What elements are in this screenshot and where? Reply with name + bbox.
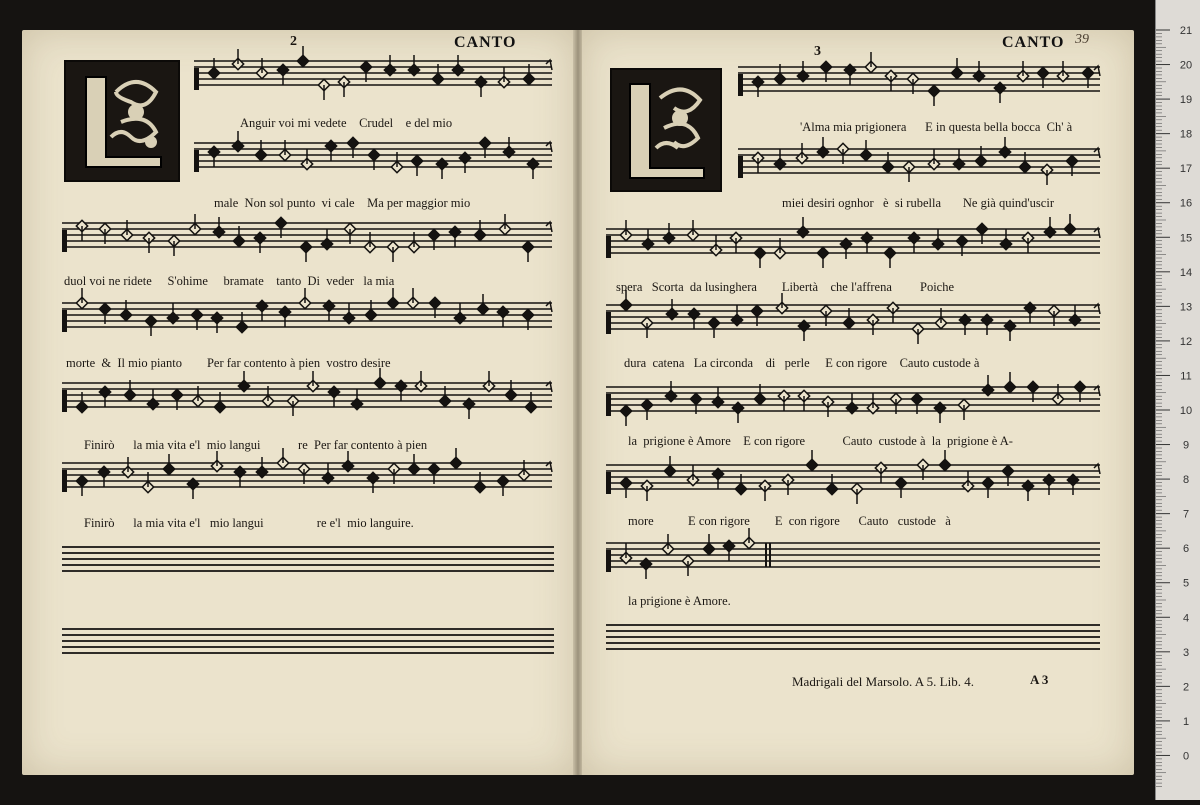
ruler-tick-label: 7 (1182, 508, 1190, 521)
staff-line-3 (606, 226, 1100, 256)
ruler-tick-label: 5 (1182, 577, 1190, 590)
ruler-tick-label: 12 (1179, 335, 1193, 348)
staff-line-3 (62, 220, 552, 250)
ruler-tick-label: 15 (1179, 232, 1193, 245)
lyric-line: la prigione è Amore E con rigore Cauto custode à la prigione è A- (628, 434, 1013, 448)
ruler-tick-label: 14 (1179, 266, 1193, 279)
staff-line-7 (606, 540, 1100, 570)
ruler-tick-label: 20 (1179, 59, 1193, 72)
lyric-line: Finirò la mia vita e'l mio langui re e'l mio languire. (84, 516, 414, 530)
staff-line-6 (62, 460, 552, 490)
staff-line-2 (738, 146, 1100, 176)
ruler-tick-label: 10 (1179, 405, 1193, 417)
lyric-line: la prigione è Amore. (628, 594, 731, 608)
staff-line-4 (62, 300, 552, 330)
staff-line-2 (194, 140, 552, 170)
ruler-tick-label: 21 (1179, 25, 1193, 37)
staff-line-5 (606, 384, 1100, 414)
decorated-initial (610, 68, 722, 192)
lyric-line: male Non sol punto vi cale Ma per maggior mio (214, 196, 471, 210)
ruler-tick-label: 1 (1182, 715, 1190, 728)
part-name: CANTO (1002, 34, 1065, 51)
signature-mark: A 3 (1030, 672, 1049, 687)
decorated-initial (64, 60, 180, 182)
ruler-tick-label: 2 (1182, 681, 1190, 694)
page-number: 3 (814, 44, 821, 59)
left-page (22, 30, 575, 775)
colophon: Madrigali del Marsolo. A 5. Lib. 4. (792, 674, 974, 689)
lyric-line: more E con rigore E con rigore Cauto custode à (628, 514, 951, 528)
empty-staff (62, 626, 554, 656)
ruler-tick-label: 6 (1182, 543, 1190, 556)
right-page (582, 30, 1134, 775)
lyric-line: miei desiri ognhor è si rubella Ne già quind'uscir (782, 196, 1054, 210)
lyric-line: duol voi ne ridete S'ohime bramate tanto Di veder la mia (64, 274, 395, 288)
lyric-line: dura catena La circonda di perle E con rigore Cauto custode à (624, 356, 980, 370)
ruler-tick-label: 0 (1182, 750, 1190, 763)
staff-line-1 (194, 58, 552, 88)
lyric-line: 'Alma mia prigionera E in questa bella bocca Ch' à (800, 120, 1073, 134)
ruler-tick-label: 9 (1182, 439, 1190, 452)
lyric-line: Anguir voi mi vedete Crudel e del mio (240, 116, 453, 130)
lyric-line: spera Scorta da lusinghera Libertà che l'affrena Poiche (616, 280, 955, 294)
ruler-tick-label: 3 (1182, 646, 1190, 659)
staff-line-4 (606, 302, 1100, 332)
empty-staff (62, 544, 554, 574)
staff-line-6 (606, 462, 1100, 492)
folio-mark: 39 (1075, 32, 1089, 47)
lyric-line: Finirò la mia vita e'l mio langui re Per far contento à pien (84, 438, 428, 452)
lyric-line: morte & Il mio pianto Per far contento à pien vostro desire (66, 356, 391, 370)
ruler-tick-label: 11 (1180, 370, 1192, 383)
measuring-ruler (1155, 0, 1200, 800)
ruler-tick-label: 19 (1179, 94, 1193, 107)
page-number: 2 (290, 34, 297, 49)
ruler-tick-label: 13 (1179, 301, 1193, 314)
ruler-tick-label: 18 (1179, 128, 1193, 141)
ruler-tick-label: 8 (1182, 474, 1190, 487)
part-name: CANTO (454, 34, 517, 51)
ruler-tick-label: 17 (1179, 163, 1193, 176)
staff-line-1 (738, 64, 1100, 94)
staff-line-5 (62, 380, 552, 410)
empty-staff (606, 622, 1100, 652)
ruler-tick-label: 16 (1179, 197, 1193, 210)
ruler-tick-label: 4 (1182, 612, 1190, 625)
